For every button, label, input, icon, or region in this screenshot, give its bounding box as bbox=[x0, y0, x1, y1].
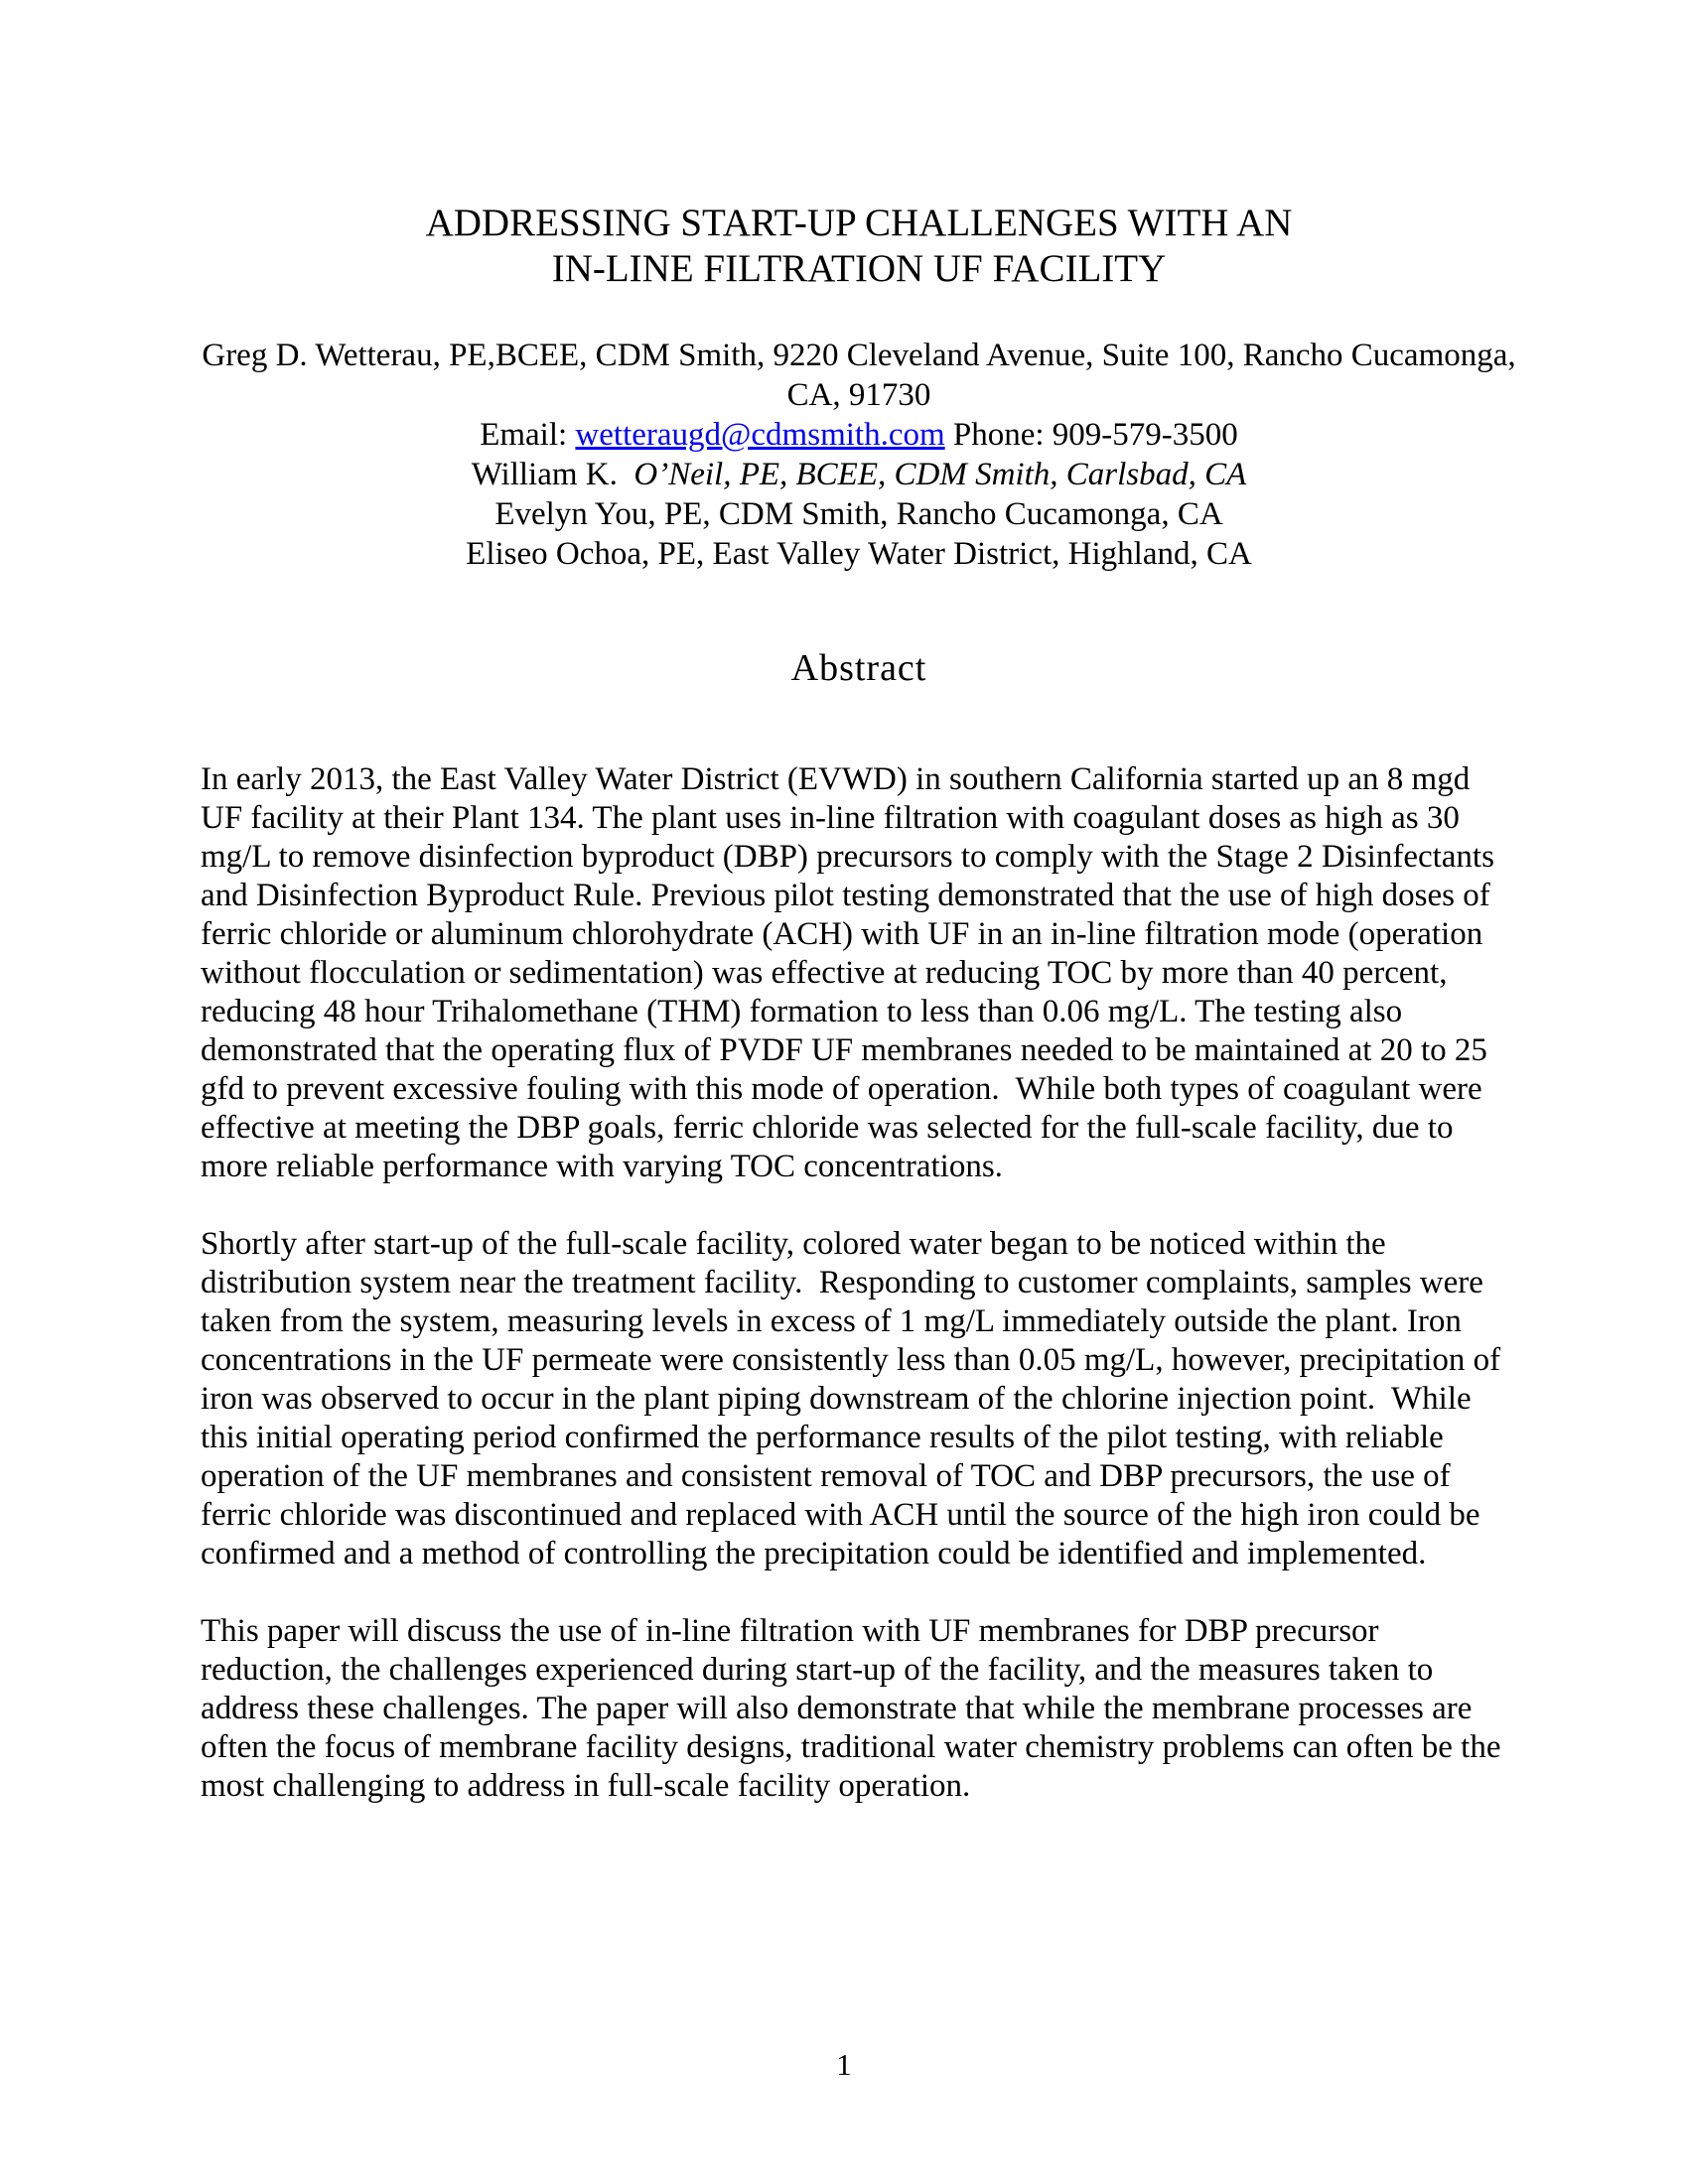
author-2-name: William K. bbox=[471, 457, 634, 492]
email-label: Email: bbox=[480, 417, 576, 453]
email-link[interactable]: wetteraugd@cdmsmith.com bbox=[575, 417, 945, 453]
author-2-affiliation: O’Neil, PE, BCEE, CDM Smith, Carlsbad, CA bbox=[633, 457, 1247, 492]
abstract-body bbox=[201, 760, 1517, 1806]
page-footer bbox=[0, 2047, 1688, 2083]
abstract-paragraph-2: Shortly after start-up of the full-scale facility, colored water began to be noticed within the distribution system near the treatment facility. Responding to customer complaints, samples were taken from the system, measuring levels in excess of 1 mg/L immediately outside the plant. Iron concentrations in the UF permeate were consistently less than 0.05 mg/L, however, precipitation of iron was observed to occur in the plant piping downstream of the chlorine injection point. While this initial operating period confirmed the performance results of the pilot testing, with reliable operation of the UF membranes and consistent removal of TOC and DBP precursors, the use of ferric chloride was discontinued and replaced with ACH until the source of the high iron could be confirmed and a method of controlling the precipitation could be identified and implemented. bbox=[201, 1226, 1509, 1571]
author-line-2 bbox=[201, 455, 1517, 494]
author-line-4: Eliseo Ochoa, PE, East Valley Water District, Highland, CA bbox=[466, 536, 1252, 572]
contact-line bbox=[201, 415, 1517, 455]
author-block bbox=[201, 336, 1524, 574]
abstract-paragraph-1: In early 2013, the East Valley Water District (EVWD) in southern California started up an 8 mgd UF facility at their Plant 134. The plant uses in-line filtration with coagulant doses as high as 30 mg/L to remove disinfection byproduct (DBP) precursors to comply with the Stage 2 Disinfectants and Disinfection Byproduct Rule. Previous pilot testing demonstrated that the use of high doses of ferric chloride or aluminum chlorohydrate (ACH) with UF in an in-line filtration mode (operation without flocculation or sedimentation) was effective at reducing TOC by more than 40 percent, reducing 48 hour Trihalomethane (THM) formation to less than 0.06 mg/L. The testing also demonstrated that the operating flux of PVDF UF membranes needed to be maintained at 20 to 25 gfd to prevent excessive fouling with this mode of operation. While both types of coagulant were effective at meeting the DBP goals, ferric chloride was selected for the full-scale facility, due to more reliable performance with varying TOC concentrations. bbox=[201, 761, 1503, 1184]
page-number: 1 bbox=[836, 2047, 852, 2082]
paper-title-line2: IN-LINE FILTRATION UF FACILITY bbox=[551, 247, 1167, 290]
paper-title bbox=[201, 201, 1517, 292]
phone-text: Phone: 909-579-3500 bbox=[944, 417, 1238, 453]
author-line-3: Evelyn You, PE, CDM Smith, Rancho Cucamonga, CA bbox=[494, 496, 1223, 532]
author-line-primary: Greg D. Wetterau, PE,BCEE, CDM Smith, 9220 Cleveland Avenue, Suite 100, Rancho Cucamonga, CA, 91730 bbox=[202, 338, 1524, 413]
abstract-heading: Abstract bbox=[790, 647, 927, 689]
abstract-paragraph-3: This paper will discuss the use of in-line filtration with UF membranes for DBP precursor reduction, the challenges experienced during start-up of the facility, and the measures taken to address these challenges. The paper will also demonstrate that while the membrane processes are often the focus of membrane facility designs, traditional water chemistry problems can often be the most challenging to address in full-scale facility operation. bbox=[201, 1613, 1509, 1804]
paper-title-line1: ADDRESSING START-UP CHALLENGES WITH AN bbox=[425, 202, 1293, 244]
